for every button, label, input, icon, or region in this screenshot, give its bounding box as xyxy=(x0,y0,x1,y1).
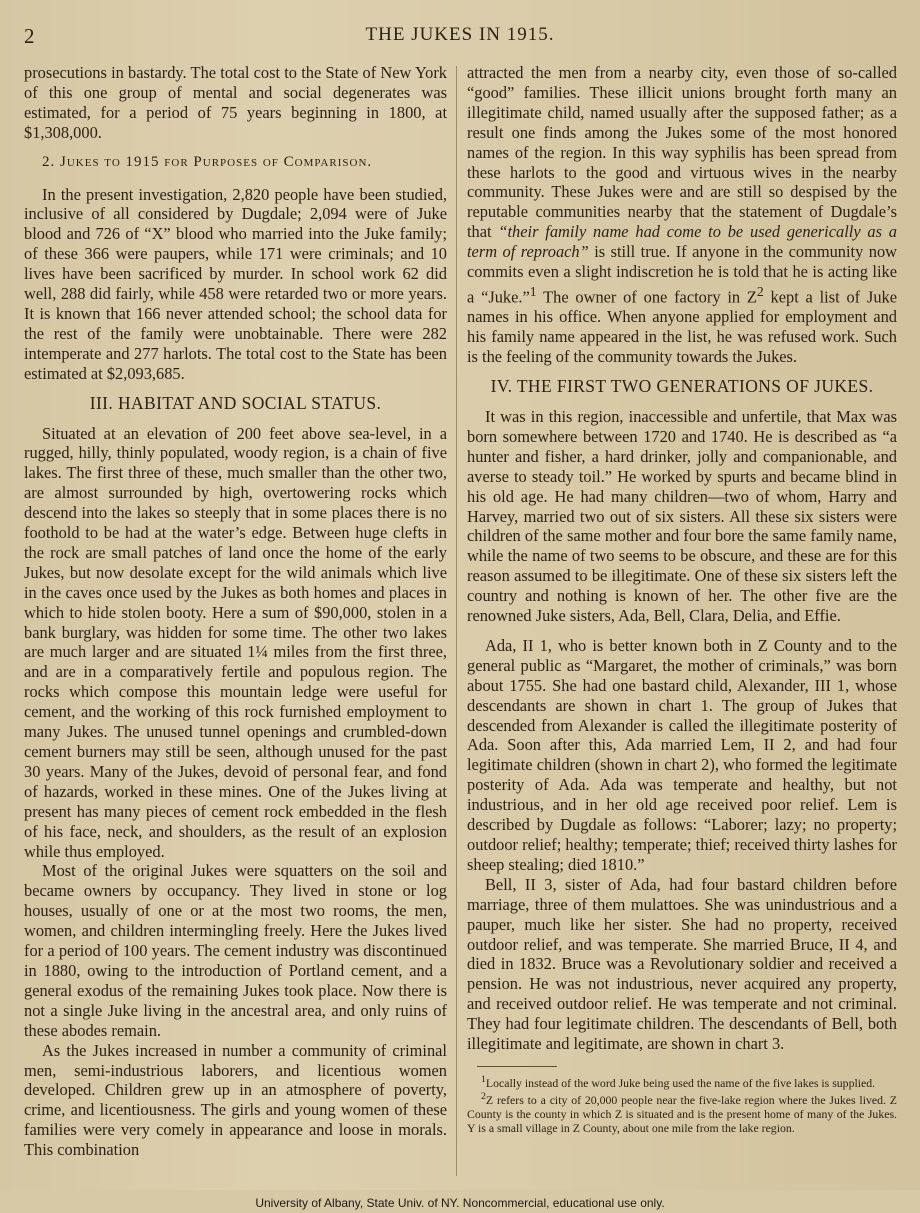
text-run: kept a list of Juke names in his office. When anyone applied for employment and his family name appeared in the list, he was refused work. Such is the feeling of the community towards the Jukes. xyxy=(467,287,897,367)
footnote-divider xyxy=(477,1066,557,1067)
chapter-heading: III. HABITAT AND SOCIAL STATUS. xyxy=(89,392,382,413)
paragraph: As the Jukes increased in number a community of criminal men, semi-industrious laborers, and licentious women developed. Children grew up in an atmosphere of poverty, crime, and licentiousness. The girls and young women of these families were very comely in appearance and loose in morals. This combination xyxy=(24,1040,447,1160)
text-run: attracted the men from a nearby city, even those of so-called “good” families. These illicit unions brought forth many an illegitimate child, named usually after the supposed father; as a result one finds among the Jukes some of the most honored names of the region. In this way syphilis has been spread from these harlots to the good and virtuous wives in the nearby community. These Jukes were and are still so despised by the reputable communities nearby that the statement of Dugdale’s that xyxy=(467,63,897,242)
paragraph: Most of the original Jukes were squatters on the soil and became owners by occupancy. They lived in stone or log houses, usually of one or at the most two rooms, the men, women, and children intermingling freely. Here the Jukes lived for a period of 100 years. The cement industry was discontinued in 1880, owing to the introduction of Portland cement, and a general exodus of the remaining Jukes took place. Now there is not a single Juke living in the ancestral area, and only ruins of these abodes remain. xyxy=(24,861,447,1040)
column-divider xyxy=(456,66,457,1176)
footnote-ref: 2 xyxy=(756,283,764,299)
text-run: The owner of one factory in Z xyxy=(536,287,757,307)
section-number: 2. xyxy=(42,153,56,170)
footnote-number: 1 xyxy=(481,1073,486,1085)
section-title: Jukes to 1915 for Purposes of Comparison. xyxy=(60,153,373,170)
paragraph: In the present investigation, 2,820 people have been studied, inclusive of all considered by Dugdale; 2,094 were of Juke blood and 726 of “X” blood who married into the Juke family; of these 366 were paupers, while 171 were criminals; and 10 lives have been sacrificed by murder. In school work 62 did well, 288 did fairly, while 458 were retarded two or more years. It is known that 166 never attended school; the school data for the rest of the family were unobtainable. There were 282 intemperate and 277 harlots. The total cost to the State has been estimated at $2,093,685. xyxy=(24,184,447,383)
chapter-heading: IV. THE FIRST TWO GENERATIONS OF JUKES. xyxy=(490,376,874,397)
left-column xyxy=(24,63,447,1160)
quoted-phrase: “their family name had come to be used generically as a term of reproach” xyxy=(467,222,897,262)
archive-credit: University of Albany, State Univ. of NY. Noncommercial, educational use only. xyxy=(255,1196,665,1210)
running-title: THE JUKES IN 1915. xyxy=(365,24,555,45)
section-heading xyxy=(24,153,447,173)
page-number: 2 xyxy=(24,24,35,48)
footnote-text: Z refers to a city of 20,000 people near the five-lake region where the Jukes lived. Z County is the county in which Z is situated and is the present home of many of the Jukes. Y is a small village in Z County, about one mile from the lake region. xyxy=(467,1092,897,1135)
paragraph: Ada, II 1, who is better known both in Z County and to the general public as “Margaret, the mother of criminals,” was born about 1755. She had one bastard child, Alexander, III 1, whose descendants are shown in chart 1. The group of Jukes that descended from Alexander is called the illegitimate posterity of Ada. Soon after this, Ada married Lem, II 2, and had four legitimate children (shown in chart 2), who formed the legitimate posterity of Ada. Ada was temperate and healthy, but not industrious, and in her old age received poor relief. Lem is described by Dugdale as follows: “Laborer; lazy; no property; outdoor relief; healthy; temperate; thief; received thirty lashes for sheep stealing; died 1810.” xyxy=(467,635,897,874)
footnote-ref: 1 xyxy=(529,283,537,299)
paragraph: Bell, II 3, sister of Ada, had four bastard children before marriage, three of them mulattoes. She was unindustrious and a pauper, much like her sister. She had no property, received outdoor relief, and was temperate. She married Bruce, II 4, and died in 1832. Bruce was a Revolutionary soldier and received a pension. He was not industrious, never acquired any property, and received outdoor relief. He was temperate and not criminal. They had four legitimate children. The descendants of Bell, both illegitimate and legitimate, are shown in chart 3. xyxy=(467,874,897,1054)
text-run: is still true. If anyone in the community now commits even a slight indiscretion he is told that he is acting like a “Juke.” xyxy=(467,242,897,307)
page-header xyxy=(24,24,896,50)
paragraph: prosecutions in bastardy. The total cost to the State of New York of this one group of mental and social degenerates was estimated, for a period of 75 years beginning in 1800, at $1,308,000. xyxy=(24,63,447,142)
footnote-text: Locally instead of the word Juke being used the name of the five lakes is supplied. xyxy=(485,1075,876,1090)
right-column xyxy=(467,63,897,1135)
footnote xyxy=(467,1073,897,1090)
paragraph: It was in this region, inaccessible and unfertile, that Max was born somewhere between 1720 and 1740. He is described as “a hunter and fisher, a hard drinker, jolly and companionable, and averse to steady toil.” He worked by spurts and became blind in his old age. He had many children—two of whom, Harry and Harvey, married two out of six sisters. All these six sisters were children of the same mother and four bore the same family name, while the name of two seems to be obscure, and these are for this reason assumed to be illegitimate. One of these six sisters left the country and nothing is known of her. The other five are the renowned Juke sisters, Ada, Bell, Clara, Delia, and Effie. xyxy=(467,406,897,626)
paragraph: Situated at an elevation of 200 feet above sea-level, in a rugged, hilly, thinly populated, woody region, is a chain of five lakes. The first three of these, much smaller than the other two, are almost surrounded by high, overtowering rocks which descend into the lakes so steeply that in some places there is no foothold to be had at the water’s edge. Between huge clefts in the rock are small patches of land once the home of the early Jukes, but now desolate except for the wild animals which live in the caves once used by the Jukes as both homes and places in which to hide stolen booty. Here a sum of $90,000, stolen in a bank burglary, was hidden for some time. The other two lakes are much larger and are situated 1¼ miles from the first three, and are in a comparatively fertile and populous region. The rocks which compose this mountain ledge were useful for cement, and the working of this rock furnished employment to many Jukes. The unused tunnel openings and crumbled-down cement burners may still be seen, although unused for the past 30 years. Many of the Jukes, devoid of personal fear, and fond of hazards, worked in these mines. One of the Jukes living at present has many pieces of cement rock embedded in the flesh of his face, neck, and shoulders, as the result of an explosion while thus employed. xyxy=(24,423,447,861)
footnote xyxy=(467,1090,897,1135)
footnote-number: 2 xyxy=(481,1090,486,1102)
paragraph xyxy=(467,63,897,367)
